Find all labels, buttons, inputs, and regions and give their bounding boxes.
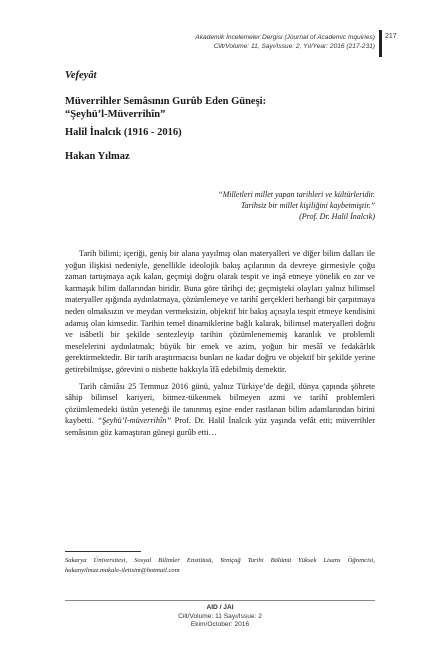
paragraph-2-part-2: Prof. Dr. Halil İnalcık yüz yaşında vefât etti; müverrihler semâsının göz kamaştıran güneşi gurûb etti…	[65, 416, 375, 437]
page-footer	[65, 604, 375, 630]
footer-date: Ekim/October: 2016	[190, 621, 250, 628]
paragraph-2-part-1: Tarih câmiâsı 25 Temmuz 2016 günü, yalnız Türkiye’de değil, dünya çapında şöhrete sâhip bilimsel kariyeri, bitmez-tükenmek bilmeyen azmi ve tarihî problemleri çözümlemedeki üstün yeteneği ile tanınmış eşine ender rastlanan bilim adamlarından birini kaybetti.	[65, 381, 375, 426]
paragraph-2	[65, 381, 375, 439]
epigraph-line-1: “Milletleri millet yapan tarihleri ve kültürleridir.	[218, 190, 375, 199]
page-number: 217	[385, 33, 397, 40]
paragraph-1: Tarih bilimi; içeriği, geniş bir alana yayılmış olan materyalleri ve diğer bilim dalları ile yoğun ilişkisi nedeniyle, genellikle ideolojik bakış açılarının da devreye girmesiyle çoğu zaman tartışmaya açık kalan, geçmişi doğru olarak tespit ve inşâ etmeye yönelik en zor ve karmaşık bilim dallarından biridir. Buna göre târihçi de; geçmişteki olayları yalnız bilimsel materyaller ışığında aydınlatmaya, çözümlemeye ve tarihî gerçekleri herhangi bir çarpıtmaya neden olmaksızın ve meydan vermeksizin, objektif bir bakış açısıyla tespit etmeye kendisini adamış olan kimsedir. Tarihin temel dinamiklerine bağlı kalarak, bilimsel materyalleri doğru ve isâbetli bir şekilde sentezleyip tarihin çözümlenememiş karanlık ve problemli meselelerini aydınlatmak; büyük bir emek ve azim, yoğun bir mesâî ve fedakârlık gerektirmektedir. Bir tarih araştırmacısı bunları ne kadar doğru ve objektif bir şekilde yerine getirebilmişse, görevini o nisbette hakkıyla îfâ edebilmiş demektir.	[65, 249, 375, 374]
article-body	[65, 248, 375, 439]
subject-heading: Halil İnalcık (1916 - 2016)	[65, 127, 182, 138]
epigraph-line-2: Tarihsiz bir millet kişiliğini kaybetmiştir.”	[240, 201, 375, 210]
title-line-1: Müverrihler Semâsının Gurûb Eden Güneşi:	[65, 96, 267, 107]
title-line-2: “Şeyhü’l-Müverrihîn”	[65, 109, 166, 120]
footnote: Sakarya Üniversitesi, Sosyal Bilimler Enstitüsü, Yeniçağ Tarihi Bölümü Yüksek Lisans Öğrencisi, hakanyilmaz.makale-iletisim@hotmail.com	[65, 557, 375, 574]
journal-name: Akademik İncelemeler Dergisi (Journal of Academic Inquiries)	[195, 34, 375, 41]
footer-rule	[65, 600, 375, 601]
author-name: Hakan Yılmaz	[65, 151, 130, 162]
epigraph-attribution: (Prof. Dr. Halil İnalcık)	[299, 212, 375, 221]
running-header	[45, 33, 375, 51]
footer-volume: Cilt/Volume: 11 Sayı/Issue: 2	[178, 612, 262, 620]
article-title	[65, 95, 365, 121]
issue-info: Cilt/Volume: 11, Sayı/Issue: 2, Yıl/Year: 2016 (217-231)	[213, 43, 375, 50]
epigraph	[115, 189, 375, 222]
header-divider	[379, 30, 382, 57]
section-label: Vefeyât	[65, 70, 97, 81]
paragraph-2-italic: “Şeyhü’l-müverrihîn”	[97, 416, 172, 426]
footer-journal: AID / JAI	[206, 604, 234, 611]
footnote-rule	[65, 551, 141, 552]
